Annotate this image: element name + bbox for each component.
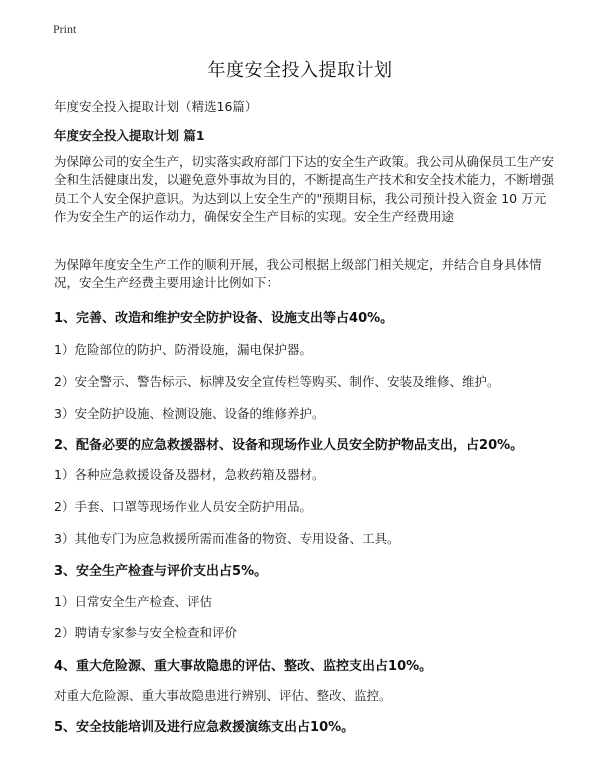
list-item: 1）各种应急救援设备及器材，急救药箱及器材。: [54, 467, 325, 482]
list-item: 1）日常安全生产检查、评估: [54, 594, 212, 609]
list-item: 1）危险部位的防护、防滑设施，漏电保护器。: [54, 342, 312, 357]
list-item: 2）聘请专家参与安全检查和评价: [54, 625, 237, 640]
intro-paragraph: 为保障公司的安全生产，切实落实政府部门下达的安全生产政策。我公司从确保员工生产安全和生活健康出发，以避免意外事故为目的，不断提高生产技术和安全技术能力，不断增强员工个人安全保护意识。为达到以上安全生产的"预期目标，我公司预计投入资金 10 万元作为安全生产的运作动力，确保安全生产目标的实现。安全生产经费用途: [54, 154, 555, 224]
usage-paragraph: 为保障年度安全生产工作的顺利开展，我公司根据上级部门相关规定，并结合自身具体情况，安全生产经费主要用途计比例如下：: [54, 257, 542, 291]
section-heading: 年度安全投入提取计划 篇1: [54, 128, 205, 143]
list-item: 2）安全警示、警告标示、标牌及安全宣传栏等购买、制作、安装及维修、维护。: [54, 374, 500, 389]
list-item: 对重大危险源、重大事故隐患进行辨别、评估、整改、监控。: [54, 688, 392, 703]
list-item: 2）手套、口罩等现场作业人员安全防护用品。: [54, 499, 312, 514]
expense-category-5: 5、安全技能培训及进行应急救援演练支出占10%。: [54, 720, 355, 735]
list-item: 3）安全防护设施、检测设施、设备的维修养护。: [54, 406, 325, 421]
document-subtitle: 年度安全投入提取计划（精选16篇）: [54, 99, 258, 114]
list-item: 3）其他专门为应急救援所需而准备的物资、专用设备、工具。: [54, 531, 400, 546]
document-title: 年度安全投入提取计划: [207, 60, 393, 81]
expense-category-2: 2、配备必要的应急救援器材、设备和现场作业人员安全防护物品支出，占20%。: [54, 438, 524, 453]
expense-category-4: 4、重大危险源、重大事故隐患的评估、整改、监控支出占10%。: [54, 659, 433, 674]
expense-category-1: 1、完善、改造和维护安全防护设备、设施支出等占40%。: [54, 311, 394, 326]
expense-category-3: 3、安全生产检查与评价支出占5%。: [54, 564, 268, 579]
print-label[interactable]: Print: [53, 22, 77, 36]
